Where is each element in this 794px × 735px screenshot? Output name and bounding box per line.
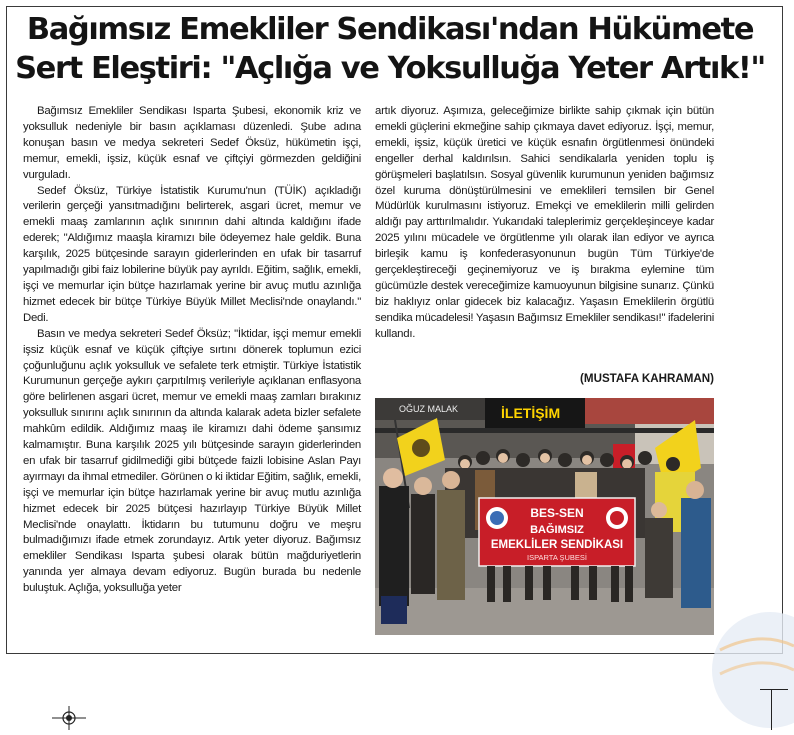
banner-line-4: ISPARTA ŞUBESİ — [526, 553, 588, 562]
shop-sign-2: İLETİŞİM — [501, 405, 561, 421]
crop-mark — [760, 689, 788, 690]
paragraph: Basın ve medya sekreteri Sedef Öksüz; "İktidar, işçi memur emekli işsiz küçük esnaf ve küçük çiftçiye sırtını dönerek toplumun ezici çoğunluğunu açlık yoksulluk ve sefalete terk etmiştir. Türkiye İstatistik Kurumunun gerçeğe aykırı çarpıtılmış verileriyle açıklanan enflasyona göre belirlenen asgari ücret, memur ve emekli maaş zamları bırakınız yoksulluk sınırını açlık sınırının da altında kalarak adeta bizler sefalete mahkûm edildik. Aldığımız maaş ile kiramızı dahi ödeme şansımız kalmamıştır. Buna karşılık 2025 yılı bütçesinde sarayın giderlerinden en ufak bir tasarruf gidilmediği gibi bütçede faizli lobisine Aslan Payı ayırmayı da ihmal etmediler. Görünen o ki iktidar Eğitim, sağlık, emekli, işçi ve memurlar için bütçe hazırlamak yerine bir avuç mutlu azınlığa hizmet edecek bir 2025 bütçesi hazırlayıp Türkiye Büyük Millet Meclisi'nde onaylattı. İktidarın bu tutumunu doğru ve meşru bulmadığımızı ifade etmek zorundayız. Artık yeter diyoruz. Bağımsız emekliler Sendikası Isparta şubesi olarak bütün mağduriyetlerin yanında yer almaya devam ediyoruz. Bugün burada bu nedenle buluştuk. Açlığa, yoksulluğa yeter — [23, 327, 361, 595]
protest-photo — [375, 398, 714, 635]
registration-mark-icon — [52, 706, 86, 735]
paragraph: Bağımsız Emekliler Sendikası Isparta Şubesi, ekonomik kriz ve yoksulluk nedeniyle bir basın açıklaması düzenledi. Şube adına konuşan basın ve medya sekreteri Sedef Öksüz, hükümetin işçi, memur, emekli, işsiz, küçük esnaf ve çiftçiyi görmezden geldiğini vurguladı. — [23, 105, 361, 181]
shop-sign-1: OĞUZ MALAK — [399, 404, 459, 414]
photo-illustration — [375, 398, 714, 635]
banner-title: BES-SEN — [530, 506, 584, 520]
right-column — [375, 104, 714, 343]
byline: (MUSTAFA KAHRAMAN) — [580, 372, 714, 385]
left-column — [23, 104, 361, 597]
banner-line-2: BAĞIMSIZ — [530, 524, 584, 536]
headline: Bağımsız Emekliler Sendikası'ndan Hükümete Sert Eleştiri: "Açlığa ve Yoksulluğa Yeter Artık!" — [15, 12, 765, 86]
paragraph: artık diyoruz. Aşımıza, geleceğimize birlikte sahip çıkmak için bütün emekli güçlerini ekmeğine sahip çıkmaya davet ediyoruz. İşçi, memur, emekli, işsiz, küçük üretici ve küçük esnafın örgütlenmesi önündeki engeller derhal kaldırılsın. Sahici sendikalarla yeniden toplu iş görüşmeleri başlatılsın. Sosyal güvenlik kurumunun yeniden bağımsız özel kuruma dönüştürülmesini ve emeklileri temsilen bir Genel Müdürlük kurulmasını istiyoruz. Emekçi ve emeklilerin milli gelirden aldığı pay arttırılmalıdır. Yukarıdaki taleplerimiz gerçekleşinceye kadar 2025 yılını mücadele ve örgütlenme yılı olarak ilan ediyor ve ayrıca birleşik kamu iş konfederasyonunun bugün Tüm Türkiye'de gerçekleştireceği geçinemiyoruz ve iş bırakma eylemine tüm gücümüzle destek vereceğimize kamuoyunun bilgisine sunarız. Çünkü biz haklıyız onlar gidecek biz kalacağız. Yaşasın Emeklilerin örgütlü sendika mücadelesi! Yaşasın Bağımsız Emekliler sendikası!" ifadelerini kullandı. — [375, 105, 714, 340]
crop-mark — [771, 690, 772, 730]
banner-line-3: EMEKLİLER SENDİKASI — [490, 539, 624, 551]
paragraph: Sedef Öksüz, Türkiye İstatistik Kurumu'nun (TÜİK) açıkladığı verilerin gerçeği yansıtmadığını belirterek, asgari ücret, memur ve emekli maaş zamlarının açlık sınırının dahi altında kaldığını ifade ederek; "Aldığımız maaşla kiramızı bile ödeyemez hale geldik. Buna karşılık, 2025 bütçesinde sarayın giderlerinden en ufak bir tasarruf yapılmadığı gibi faiz lobilerine büyük pay ayrıldı. Eğitim, sağlık, emekli, işçi ve memurlar için bütçe hazırlamak yerine bir avuç mutlu azınlığa hizmet edecek bir bütçe Türkiye Büyük Millet Meclisi'nde onaylandı." Dedi. — [23, 184, 361, 324]
watermark-icon — [700, 610, 794, 735]
